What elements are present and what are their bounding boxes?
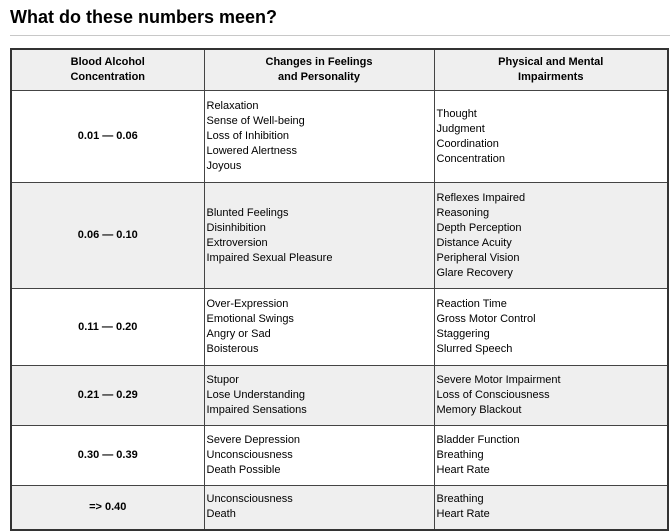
feelings-cell: [204, 426, 434, 486]
feeling-item: Impaired Sensations: [206, 404, 307, 416]
bac-range: => 0.40: [11, 486, 204, 530]
bac-table: [10, 48, 669, 531]
table-header-row: [11, 49, 668, 91]
feeling-item: Severe Depression: [206, 434, 301, 446]
header-feelings-line1: Changes in Feelings: [265, 56, 373, 68]
impairment-item: Memory Blackout: [436, 404, 522, 416]
impairments-cell: [434, 289, 668, 366]
feeling-item: Loss of Inhibition: [206, 130, 290, 142]
impairment-item: Glare Recovery: [436, 266, 513, 279]
table-row: [11, 426, 668, 486]
impairment-item: Depth Perception: [436, 221, 522, 234]
impairment-item: Gross Motor Control: [436, 313, 536, 325]
impairments-cell: [434, 486, 668, 530]
table-row: [11, 183, 668, 289]
impairment-item: Heart Rate: [436, 464, 490, 476]
impairment-item: Coordination: [436, 137, 499, 150]
feeling-item: Over-Expression: [206, 298, 289, 310]
feeling-item: Lowered Alertness: [206, 145, 297, 157]
impairment-item: Loss of Consciousness: [436, 389, 550, 401]
header-impairments-line1: Physical and Mental: [498, 56, 604, 68]
feelings-cell: [204, 91, 434, 183]
impairment-item: Staggering: [436, 328, 490, 340]
feeling-item: Extroversion: [206, 236, 268, 249]
impairments-cell: [434, 91, 668, 183]
feeling-item: Joyous: [206, 160, 242, 172]
table-row: [11, 486, 668, 530]
header-impairments-line2: Impairments: [518, 71, 584, 83]
header-bac-line2: Concentration: [70, 71, 146, 83]
header-feelings: [204, 49, 434, 91]
impairment-item: Reasoning: [436, 206, 490, 219]
table-row: [11, 289, 668, 366]
impairment-item: Thought: [436, 107, 477, 120]
impairment-item: Peripheral Vision: [436, 251, 520, 264]
feeling-item: Unconsciousness: [206, 449, 293, 461]
feeling-item: Death: [206, 508, 236, 521]
feeling-item: Emotional Swings: [206, 313, 294, 325]
impairment-item: Reaction Time: [436, 298, 507, 310]
header-feelings-line2: and Personality: [278, 71, 360, 83]
page-title: What do these numbers meen?: [10, 7, 278, 27]
impairments-cell: [434, 366, 668, 426]
feeling-item: Relaxation: [206, 100, 259, 112]
impairment-item: Reflexes Impaired: [436, 191, 526, 204]
feeling-item: Lose Understanding: [206, 389, 305, 401]
feeling-item: Death Possible: [206, 464, 281, 476]
impairment-item: Breathing: [436, 449, 484, 461]
impairment-item: Judgment: [436, 122, 485, 135]
bac-range: 0.21 — 0.29: [11, 366, 204, 426]
header-bac: [11, 49, 204, 91]
header-impairments: [434, 49, 668, 91]
bac-range: 0.11 — 0.20: [11, 289, 204, 366]
impairment-item: Severe Motor Impairment: [436, 374, 561, 386]
feelings-cell: [204, 183, 434, 289]
impairment-item: Breathing: [436, 493, 484, 506]
impairment-item: Distance Acuity: [436, 236, 512, 249]
feeling-item: Impaired Sexual Pleasure: [206, 251, 333, 264]
impairment-item: Slurred Speech: [436, 343, 513, 355]
feeling-item: Angry or Sad: [206, 328, 271, 340]
bac-range: 0.01 — 0.06: [11, 91, 204, 183]
feelings-cell: [204, 289, 434, 366]
impairment-item: Heart Rate: [436, 508, 490, 521]
feelings-cell: [204, 366, 434, 426]
header-bac-line1: Blood Alcohol: [70, 56, 145, 68]
bac-range: 0.30 — 0.39: [11, 426, 204, 486]
feeling-item: Boisterous: [206, 343, 259, 355]
impairment-item: Bladder Function: [436, 434, 520, 446]
title-divider: [10, 35, 670, 36]
feeling-item: Unconsciousness: [206, 493, 293, 506]
feeling-item: Disinhibition: [206, 221, 266, 234]
impairments-cell: [434, 426, 668, 486]
table-row: [11, 366, 668, 426]
bac-range: 0.06 — 0.10: [11, 183, 204, 289]
impairments-cell: [434, 183, 668, 289]
impairment-item: Concentration: [436, 152, 505, 165]
feeling-item: Sense of Well-being: [206, 115, 305, 127]
table-row: [11, 91, 668, 183]
feeling-item: Stupor: [206, 374, 239, 386]
feelings-cell: [204, 486, 434, 530]
feeling-item: Blunted Feelings: [206, 206, 289, 219]
